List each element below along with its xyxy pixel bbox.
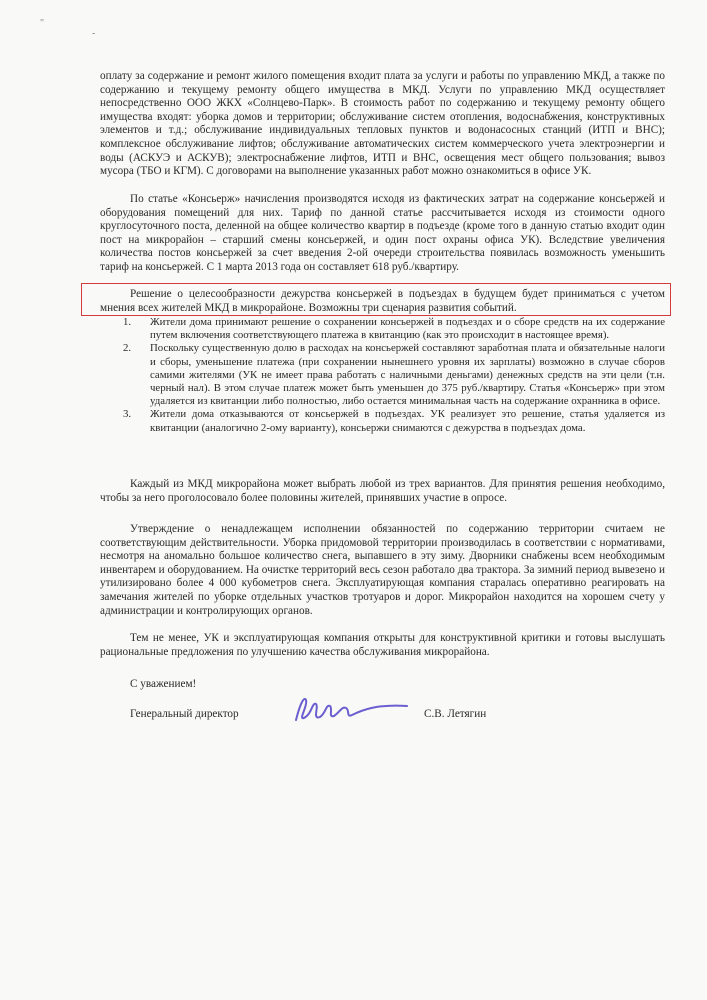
scenario-item xyxy=(123,342,665,408)
scenario-number: 1. xyxy=(123,316,132,328)
signatory-name: С.В. Летягин xyxy=(424,708,487,720)
paragraph-voting: Каждый из МКД микрорайона может выбрать любой из трех вариантов. Для принятия решения необходимо, чтобы за него проголосовало более половины жителей, принявших участие в опросе. xyxy=(100,478,665,504)
scenario-number: 2. xyxy=(123,342,132,355)
scenario-text: Жители дома принимают решение о сохранении консьержей в подъездах и о сборе средств на их содержание путем включения соответствующего платежа в квитанцию (как это происходит в настоящее время). xyxy=(150,316,665,342)
scenario-number: 3. xyxy=(123,408,132,421)
scenario-list xyxy=(123,316,665,435)
paragraph-concierge-decision: Решение о целесообразности дежурства консьержей в подъездах в будущем будет приниматься с учетом мнения всех жителей МКД в микрорайоне. Возможны три сценария развития событий. xyxy=(100,288,665,314)
scan-mark: - xyxy=(92,28,96,39)
scan-mark: " xyxy=(40,18,45,29)
paragraph-open-critique: Тем не менее, УК и эксплуатирующая компания открыты для конструктивной критики и готовы выслушать рациональные предложения по улучшению качества обслуживания микрорайона. xyxy=(100,632,665,658)
scenario-text: Жители дома отказываются от консьержей в подъездах. УК реализует это решение, статья удаляется из квитанции (аналогично 2-ому варианту), консьержи снимаются с дежурства в подъездах дома. xyxy=(150,408,665,434)
scenario-text: Поскольку существенную долю в расходах на консьержей составляют заработная плата и обязательные налоги и сборы, уменьшение платежа (при сохранении нынешнего уровня их зарплаты) возможно в случае сборов самими жителями (УК не имеет права работать с наличными деньгами) денежных средств на эти цели (т.н. черный нал). В этом случае платеж может быть уменьшен до 375 руб./квартиру. Статья «Консьерж» при этом удаляется из квитанции либо полностью, либо остается минимальная часть на содержание охранника в офисе. xyxy=(150,342,665,408)
scenario-item xyxy=(123,316,665,342)
closing-text: С уважением! xyxy=(130,678,197,690)
signature-image xyxy=(282,690,412,730)
paragraph-territory: Утверждение о ненадлежащем исполнении обязанностей по содержанию территории считаем не соответствующим действительности. Уборка придомовой территории производилась в соответствии с нормативами, несмотря на аномально большое количество снега, выпавшего в эту зиму. Дворники снабжены всем необходимым инвентарем и оборудованием. На очистке территорий весь сезон работало два трактора. За зимний период вывезено и утилизировано более 4 000 кубометров снега. Эксплуатирующая компания старалась оперативно реагировать на замечания жителей по уборке отдельных участков тротуаров и дорог. Микрорайон находится на хорошем счету у администрации и контролирующих органов. xyxy=(100,523,665,617)
paragraph-concierge-tariff: По статье «Консьерж» начисления производятся исходя из фактических затрат на содержание консьержей и оборудования помещений для них. Тариф по данной статье рассчитывается исходя из стоимости одного круглосуточного поста, деленной на общее количество квартир в подъезде (кроме того в данную статью входит один пост на микрорайон – старший смены консьержей, и один пост охраны офиса УК). Вследствие увеличения количества постов консьержей за счет введения 2-ой очереди строительства появилась возможность уменьшить тариф на консьержей. С 1 марта 2013 года он составляет 618 руб./квартиру. xyxy=(100,193,665,273)
signatory-title: Генеральный директор xyxy=(130,708,239,720)
paragraph-services: оплату за содержание и ремонт жилого помещения входит плата за услуги и работы по управлению МКД, а также по содержанию и текущему ремонту общего имущества в МКД. Услуги по управлению МКД осуществляет непосредственно ООО ЖКХ «Солнцево-Парк». В стоимость работ по содержанию и текущему ремонту общего имущества входят: уборка домов и территории; обслуживание систем отопления, водоснабжения, конструктивных элементов и т.д.; обслуживание индивидуальных тепловых пунктов и водонасосных станций (ИТП и ВНС); комплексное обслуживание лифтов; обслуживание автоматических систем коммерческого учета электроэнергии и воды (АСКУЭ и АСКУВ); электроснабжение лифтов, ИТП и ВНС, освещения мест общего пользования; вывоз мусора (ТБО и КГМ). С договорами на выполнение указанных работ можно ознакомиться в офисе УК. xyxy=(100,70,665,178)
scenario-item xyxy=(123,408,665,434)
